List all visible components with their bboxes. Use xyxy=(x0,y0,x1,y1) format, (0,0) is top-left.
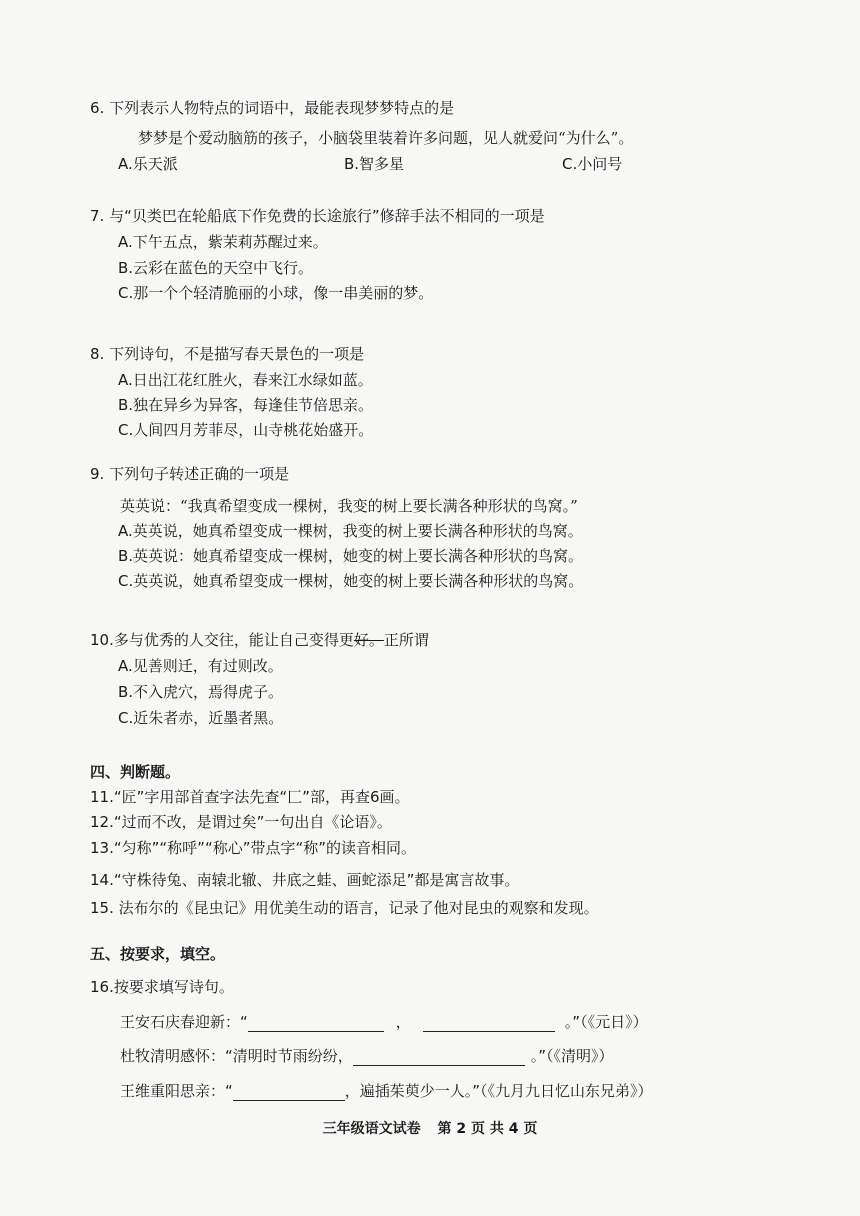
footer-page-number: 第 2 页 共 4 页 xyxy=(437,1121,538,1137)
fill-line-qingming-suffix: 。”（《清明》） xyxy=(530,1047,614,1065)
judge-item-13: 13.“匀称”“称呼”“称心”带点字“称”的读音相同。 xyxy=(90,839,417,857)
fill-line-chongyang-suffix: ，遍插茱萸少一人。”（《九月九日忆山东兄弟》） xyxy=(344,1082,653,1100)
fill-blank-yuanri-1[interactable] xyxy=(248,1017,384,1032)
fill-line-yuanri-sep: ， xyxy=(395,1013,411,1031)
fill-blank-yuanri-2[interactable] xyxy=(423,1017,555,1032)
q7-stem: 7. 与“贝类巴在轮船底下作免费的长途旅行”修辞手法不相同的一项是 xyxy=(90,207,545,225)
q6-option-b[interactable]: B.智多星 xyxy=(344,155,405,173)
fill-line-yuanri xyxy=(120,1012,648,1032)
judge-item-15: 15. 法布尔的《昆虫记》用优美生动的语言，记录了他对昆虫的观察和发现。 xyxy=(90,899,599,917)
judge-item-14: 14.“守株待兔、南辕北辙、井底之蛙、画蛇添足”都是寓言故事。 xyxy=(90,871,520,889)
q6-stem: 6. 下列表示人物特点的词语中，最能表现梦梦特点的是 xyxy=(90,99,455,117)
q10-option-b[interactable]: B.不入虎穴，焉得虎子。 xyxy=(118,683,284,701)
q9-option-b[interactable]: B.英英说：她真希望变成一棵树，她变的树上要长满各种形状的鸟窝。 xyxy=(118,547,584,565)
q9-stem: 9. 下列句子转述正确的一项是 xyxy=(90,465,290,483)
fill-blank-chongyang[interactable] xyxy=(233,1086,345,1101)
judge-item-11: 11.“匠”字用部首查字法先查“匚”部，再查6画。 xyxy=(90,788,410,806)
section4-title: 四、判断题。 xyxy=(90,763,181,781)
q7-option-c[interactable]: C.那一个个轻清脆丽的小球，像一串美丽的梦。 xyxy=(118,284,434,302)
q9-option-c[interactable]: C.英英说，她真希望变成一棵树，她变的树上要长满各种形状的鸟窝。 xyxy=(118,572,584,590)
q16-stem: 16.按要求填写诗句。 xyxy=(90,978,234,996)
footer-subject: 三年级语文试卷 xyxy=(322,1121,421,1137)
judge-item-12: 12.“过而不改，是谓过矣”一句出自《论语》。 xyxy=(90,813,392,831)
fill-blank-qingming[interactable] xyxy=(353,1051,525,1066)
q7-option-b[interactable]: B.云彩在蓝色的天空中飞行。 xyxy=(118,259,314,277)
q10-stem-struck: 好。 xyxy=(353,631,384,649)
q8-option-a[interactable]: A.日出江花红胜火，春来江水绿如蓝。 xyxy=(118,371,373,389)
fill-line-chongyang-prefix: 王维重阳思亲：“ xyxy=(120,1082,233,1100)
fill-line-chongyang xyxy=(120,1081,653,1101)
q8-option-c[interactable]: C.人间四月芳菲尽，山寺桃花始盛开。 xyxy=(118,421,374,439)
q8-stem: 8. 下列诗句，不是描写春天景色的一项是 xyxy=(90,345,365,363)
q10-stem-main: 10.多与优秀的人交往，能让自己变得更 xyxy=(90,631,354,649)
q6-option-c[interactable]: C.小问号 xyxy=(562,155,623,173)
q10-option-c[interactable]: C.近朱者赤，近墨者黑。 xyxy=(118,709,284,727)
q8-option-b[interactable]: B.独在异乡为异客，每逢佳节倍思亲。 xyxy=(118,396,374,414)
q9-quote: 英英说：“我真希望变成一棵树，我变的树上要长满各种形状的鸟窝。” xyxy=(120,497,578,515)
q6-quote: 梦梦是个爱动脑筋的孩子，小脑袋里装着许多问题，见人就爱问“为什么”。 xyxy=(138,129,634,147)
page-footer xyxy=(0,1118,860,1138)
fill-line-qingming xyxy=(120,1046,614,1066)
q10-stem xyxy=(90,630,429,650)
q9-option-a[interactable]: A.英英说，她真希望变成一棵树，我变的树上要长满各种形状的鸟窝。 xyxy=(118,522,583,540)
section5-title: 五、按要求，填空。 xyxy=(90,945,226,963)
fill-line-yuanri-suffix: 。”（《元日》） xyxy=(564,1013,648,1031)
q6-options xyxy=(118,154,818,174)
q10-option-a[interactable]: A.见善则迁，有过则改。 xyxy=(118,657,283,675)
fill-line-qingming-prefix: 杜牧清明感怀：“清明时节雨纷纷， xyxy=(120,1047,353,1065)
fill-line-yuanri-prefix: 王安石庆春迎新：“ xyxy=(120,1013,248,1031)
q6-option-a[interactable]: A.乐天派 xyxy=(118,155,178,173)
q10-stem-tail: 正所谓 xyxy=(383,631,429,649)
q7-option-a[interactable]: A.下午五点，紫茉莉苏醒过来。 xyxy=(118,233,328,251)
